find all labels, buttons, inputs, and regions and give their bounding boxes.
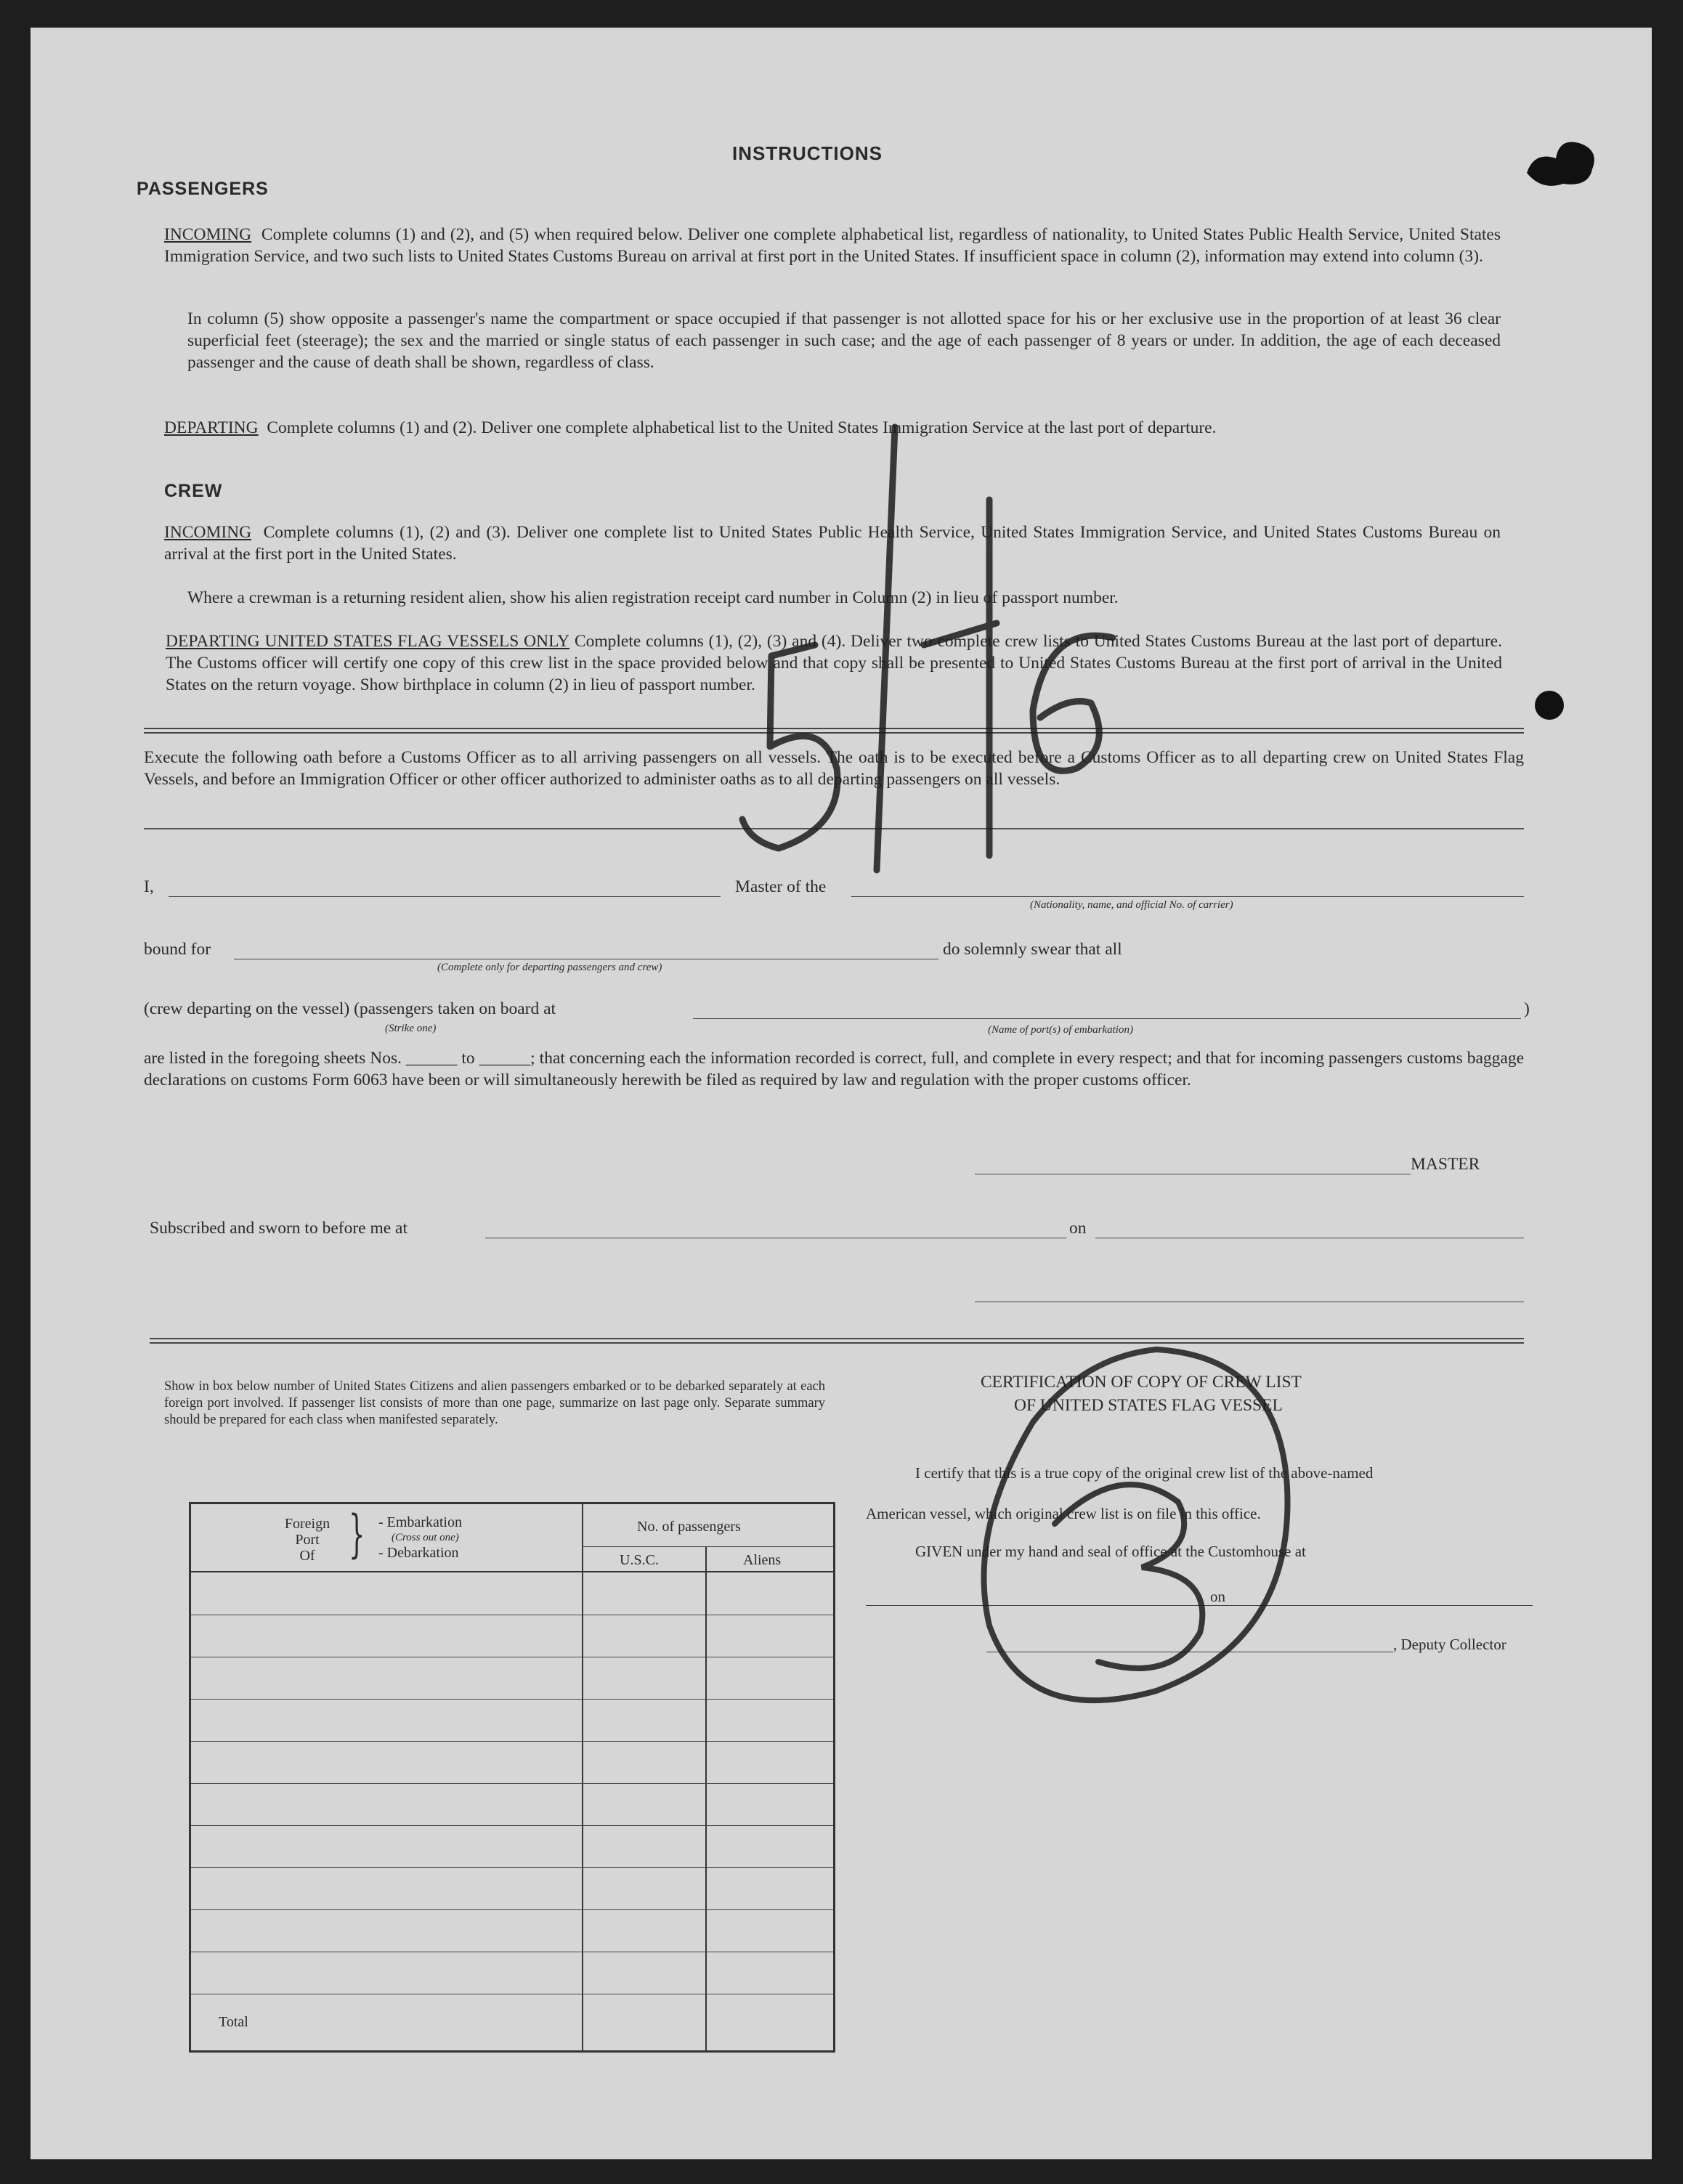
usc-label: U.S.C.: [620, 1552, 659, 1568]
crew-departing-text: Complete columns (1), (2), (3) and (4). Deliver two complete crew lists to United States Customs Bureau at the last port of departure. The Customs officer will certify one copy of this crew list in the space provided below and that copy shall be presented to United States Customs Bureau at the first port of arrival in the United States on the return voyage. Show birthplace in column (2) in lieu of passport number.: [166, 632, 1502, 694]
passengers-incoming-label: INCOMING: [164, 225, 252, 244]
brace: }: [349, 1504, 365, 1564]
strike-one-caption: (Strike one): [385, 1023, 437, 1034]
subscribed-label: Subscribed and sworn to before me at: [150, 1219, 408, 1238]
cross-out-caption: (Cross out one): [392, 1532, 459, 1543]
crew-departing-label: DEPARTING UNITED STATES FLAG VESSELS ONLY: [166, 632, 570, 651]
crew-departing-label-oath: (crew departing on the vessel) (passengers taken on board at: [144, 999, 556, 1018]
of-word: Of: [299, 1548, 315, 1564]
table-row: [191, 1699, 833, 1700]
table-divider-2: [705, 1546, 707, 2050]
certification-title-1: CERTIFICATION OF COPY OF CREW LIST: [981, 1373, 1302, 1392]
passengers-departing-text: Complete columns (1) and (2). Deliver one complete alphabetical list to the United States Immigration Service at the last port of departure.: [267, 418, 1217, 437]
handwritten-circled-number: [938, 1313, 1345, 1763]
certification-title-2: OF UNITED STATES FLAG VESSEL: [1014, 1396, 1283, 1415]
crew-incoming-text: Complete columns (1), (2) and (3). Deliver one complete list to United States Public Health Service, United States Immigration Service, and United States Customs Bureau on arrival at the first port in the United States.: [164, 523, 1501, 564]
table-row: [191, 1909, 833, 1910]
table-row: [191, 1783, 833, 1784]
embarkation-label: - Embarkation: [378, 1514, 462, 1530]
debarkation-label: - Debarkation: [378, 1545, 459, 1561]
deputy-collector-label: , Deputy Collector: [1393, 1636, 1506, 1653]
bound-for-label: bound for: [144, 940, 211, 959]
foreign-port-label: [278, 1516, 336, 1564]
crew-heading: CREW: [164, 481, 223, 501]
certify-line-2: American vessel, which original crew list is on file in this office.: [866, 1505, 1261, 1522]
crew-alien-paragraph: Where a crewman is a returning resident alien, show his alien registration receipt card number in Column (2) in lieu of passport number.: [187, 588, 1119, 607]
foreign-word: Foreign: [284, 1516, 330, 1532]
master-name-field[interactable]: [169, 896, 721, 897]
passengers-incoming-text: Complete columns (1) and (2), and (5) when required below. Deliver one complete alphabetical list, regardless of nationality, to United States Public Health Service, United States Immigration Service, and two such lists to United States Customs Bureau on arrival at first port in the United States. If insufficient space in column (2), information may extend into column (3).: [164, 225, 1501, 266]
port-word: Port: [295, 1532, 320, 1548]
passengers-column5-paragraph: In column (5) show opposite a passenger's name the compartment or space occupied if that passenger is not allotted space for his or her exclusive use in the proportion of at least 36 clear superficial feet (steerage); the sex and the married or single status of each passenger in such case; and the age of each passenger of 8 years or under. In addition, the age of each deceased passenger and the cause of death shall be shown, regardless of class.: [187, 309, 1501, 372]
certify-line-1: I certify that this is a true copy of the original crew list of the above-named: [915, 1464, 1374, 1482]
document-sheet: [31, 28, 1652, 2159]
table-row: [191, 1741, 833, 1742]
master-label: MASTER: [1411, 1155, 1480, 1174]
ink-blot: [1520, 129, 1607, 195]
oath-intro-paragraph: Execute the following oath before a Customs Officer as to all arriving passengers on all vessels. The oath is to be executed before a Customs Officer as to all departing crew on United States Flag Vessels, and before an Immigration Officer or other officer authorized to administer oaths as to all departing passengers on all vessels.: [144, 748, 1524, 789]
summary-instructions: Show in box below number of United States Citizens and alien passengers embarked or to be debarked separately at each foreign port involved. If passenger list consists of more than one page, summarize on last page only. Separate summary should be prepared for each class when manifested separately.: [164, 1379, 825, 1427]
nationality-caption: (Nationality, name, and official No. of carrier): [1030, 899, 1233, 911]
passengers-departing-label: DEPARTING: [164, 418, 259, 437]
header-split: [582, 1546, 833, 1547]
table-row: [191, 1825, 833, 1826]
master-of-label: Master of the: [735, 877, 827, 896]
table-row: [191, 1867, 833, 1868]
punch-hole: [1531, 687, 1568, 723]
listed-paragraph: are listed in the foregoing sheets Nos. ______ to ______; that concerning each the information recorded is correct, full, and complete in every respect; and that for incoming passengers customs baggage declarations on customs Form 6063 have been or will simultaneously herewith be filed as required by law and regulation with the proper customs officer.: [144, 1049, 1524, 1089]
subscribed-on-label: on: [1069, 1219, 1087, 1238]
passengers-heading: PASSENGERS: [137, 179, 269, 199]
oath-i-label: I,: [144, 877, 154, 896]
given-line: GIVEN under my hand and seal of office at the Customhouse at: [915, 1543, 1306, 1560]
summary-table: [189, 1502, 835, 2053]
close-paren: ): [1524, 999, 1530, 1018]
no-passengers-label: No. of passengers: [637, 1519, 741, 1535]
cert-on-label: on: [1210, 1588, 1225, 1605]
aliens-label: Aliens: [743, 1552, 782, 1568]
swear-label: do solemnly swear that all: [943, 940, 1122, 959]
passengers-incoming-paragraph: [164, 224, 1501, 267]
port-embarkation-field[interactable]: [693, 1018, 1521, 1019]
crew-incoming-label: INCOMING: [164, 523, 252, 542]
ports-caption: (Name of port(s) of embarkation): [988, 1024, 1133, 1036]
page-title: INSTRUCTIONS: [732, 142, 883, 164]
handwritten-sheet-mark: [728, 405, 1135, 914]
table-divider-1: [582, 1504, 583, 2050]
total-label: Total: [219, 2014, 248, 2030]
complete-only-caption: (Complete only for departing passengers and crew): [437, 962, 662, 973]
